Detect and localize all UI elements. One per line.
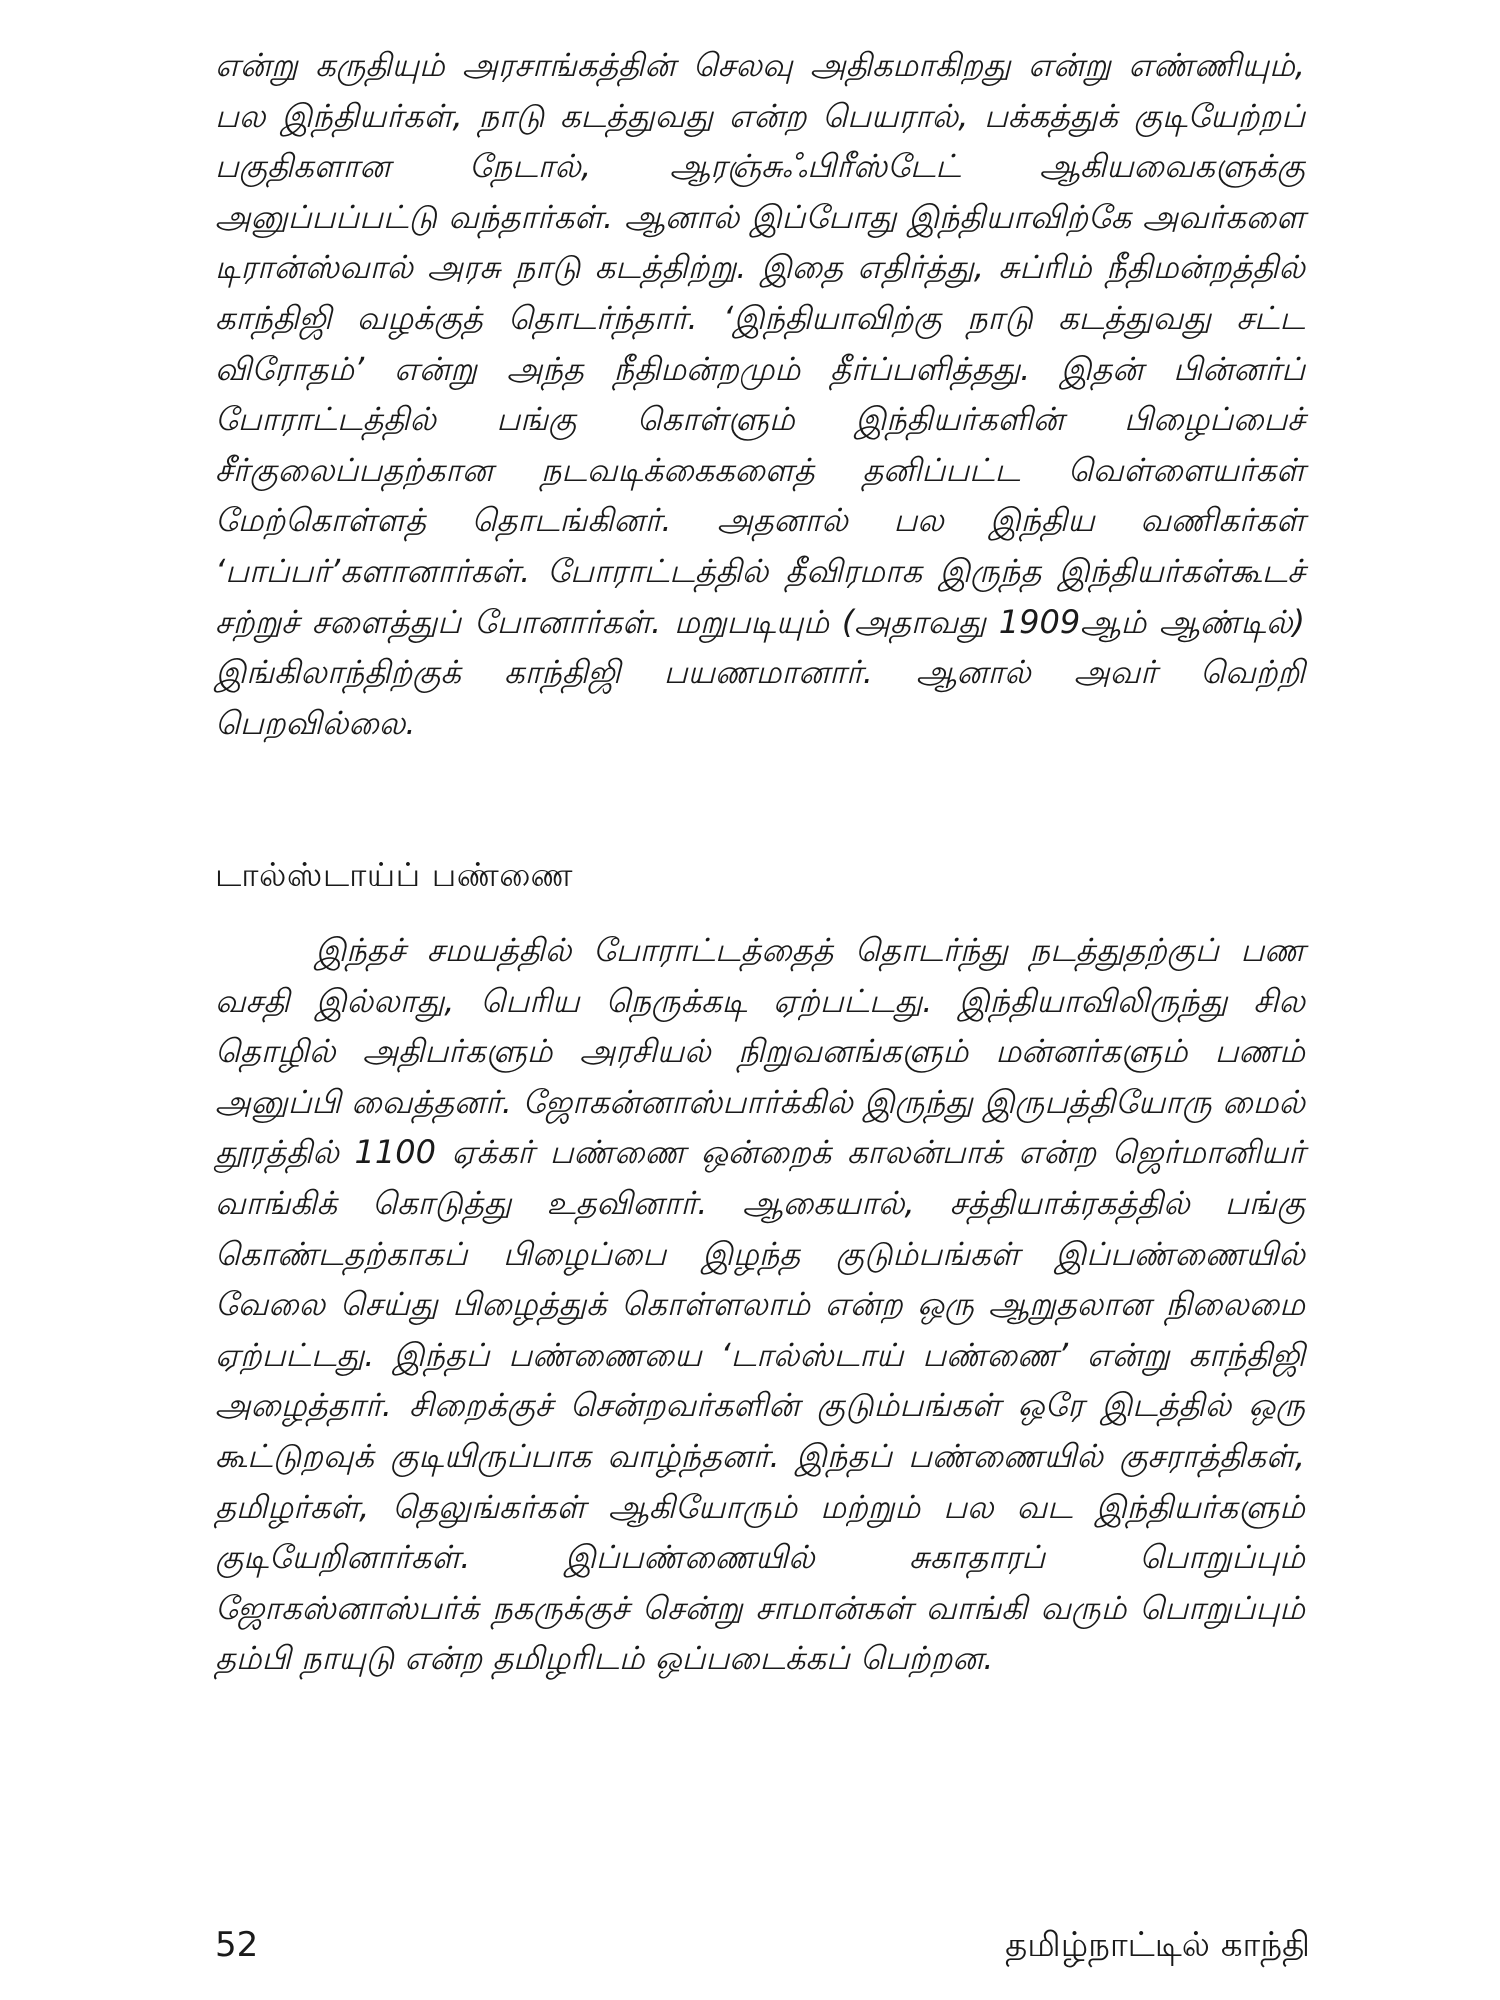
body-paragraph-1: என்று கருதியும் அரசாங்கத்தின் செலவு அதிகமாகிறது என்று எண்ணியும், பல இந்தியர்கள், நாடு கடத்துவது என்ற பெயரால், பக்கத்துக் குடியேற்றப் பகுதிகளான நேடால், ஆரஞ்சுஃபிரீஸ்டேட் ஆகியவைகளுக்கு அனுப்பப்பட்டு வந்தார்கள். ஆனால் இப்போது இந்தியாவிற்கே அவர்களை டிரான்ஸ்வால் அரசு நாடு கடத்திற்று. இதை எதிர்த்து, சுப்ரிம் நீதிமன்றத்தில் காந்திஜி வழக்குத் தொடர்ந்தார். ‘இந்தியாவிற்கு நாடு கடத்துவது சட்ட விரோதம்’ என்று அந்த நீதிமன்றமும் தீர்ப்பளித்தது. இதன் பின்னர்ப் போராட்டத்தில் பங்கு கொள்ளும் இந்தியர்களின் பிழைப்பைச் சீர்குலைப்பதற்கான நடவடிக்கைகளைத் தனிப்பட்ட வெள்ளையர்கள் மேற்கொள்ளத் தொடங்கினர். அதனால் பல இந்திய வணிகர்கள் ‘பாப்பர்’களானார்கள். போராட்டத்தில் தீவிரமாக இருந்த இந்தியர்கள்கூடச் சற்றுச் சளைத்துப் போனார்கள். மறுபடியும் (அதாவது 1909ஆம் ஆண்டில்) இங்கிலாந்திற்குக் காந்திஜி பயணமானார். ஆனால் அவர் வெற்றி பெறவில்லை. <box>215 46 1305 742</box>
page-number: 52 <box>215 1925 259 1965</box>
book-title: தமிழ்நாட்டில் காந்தி <box>1005 1925 1310 1965</box>
section-heading: டால்ஸ்டாய்ப் பண்ணை <box>215 855 573 894</box>
body-paragraph-2: இந்தச் சமயத்தில் போராட்டத்தைத் தொடர்ந்து நடத்துதற்குப் பண வசதி இல்லாது, பெரிய நெருக்கடி ஏற்பட்டது. இந்தியாவிலிருந்து சில தொழில் அதிபர்களும் அரசியல் நிறுவனங்களும் மன்னர்களும் பணம் அனுப்பி வைத்தனர். ஜோகன்னாஸ்பார்க்கில் இருந்து இருபத்தியோரு மைல் தூரத்தில் 1100 ஏக்கர் பண்ணை ஒன்றைக் காலன்பாக் என்ற ஜெர்மானியர் வாங்கிக் கொடுத்து உதவினார். ஆகையால், சத்தியாக்ரகத்தில் பங்கு கொண்டதற்காகப் பிழைப்பை இழந்த குடும்பங்கள் இப்பண்ணையில் வேலை செய்து பிழைத்துக் கொள்ளலாம் என்ற ஒரு ஆறுதலான நிலைமை ஏற்பட்டது. இந்தப் பண்ணையை ‘டால்ஸ்டாய் பண்ணை’ என்று காந்திஜி அழைத்தார். சிறைக்குச் சென்றவர்களின் குடும்பங்கள் ஒரே இடத்தில் ஒரு கூட்டுறவுக் குடியிருப்பாக வாழ்ந்தனர். இந்தப் பண்ணையில் குசராத்திகள், தமிழர்கள், தெலுங்கர்கள் ஆகியோரும் மற்றும் பல வட இந்தியர்களும் குடியேறினார்கள். இப்பண்ணையில் சுகாதாரப் பொறுப்பும் ஜோகஸ்னாஸ்பர்க் நகருக்குச் சென்று சாமான்கள் வாங்கி வரும் பொறுப்பும் தம்பி நாயுடு என்ற தமிழரிடம் ஒப்படைக்கப் பெற்றன. <box>215 931 1305 1678</box>
